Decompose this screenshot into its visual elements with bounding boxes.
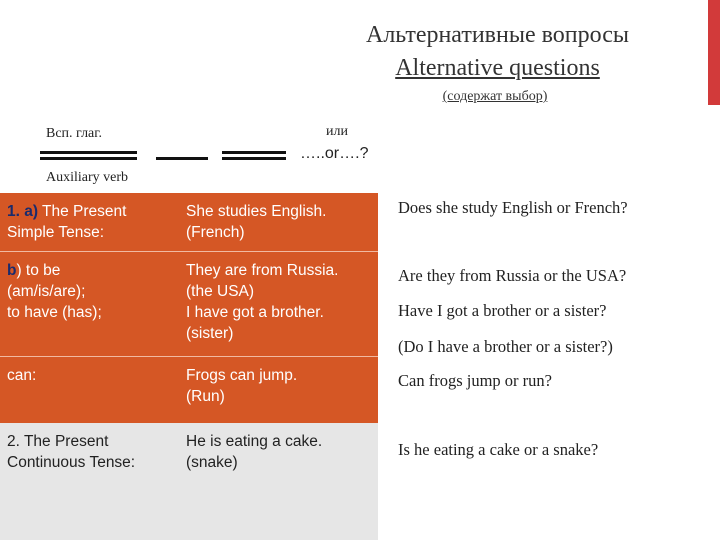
table-cell-tense — [7, 201, 175, 243]
subtitle: (содержат выбор) — [442, 89, 548, 104]
aux-verb-label-ru: Всп. глаг. — [46, 126, 102, 141]
table-cell-example: Frogs can jump. (Run) — [186, 367, 298, 405]
table-row — [0, 357, 378, 423]
table-cell-example: They are from Russia. (the USA) I have got a brother. (sister) — [186, 262, 339, 342]
table-cell-tense: can: — [7, 367, 37, 384]
accent-bar — [708, 0, 720, 105]
aux-verb-label-en: Auxiliary verb — [46, 170, 129, 185]
row-letter: b — [7, 262, 17, 279]
table-cell-example: He is eating a cake. (snake) — [186, 433, 323, 471]
table-row — [0, 423, 378, 540]
answer-question: Is he eating a cake or a snake? — [398, 440, 599, 459]
answer-question: Can frogs jump or run? — [398, 371, 552, 390]
or-label-ru: или — [326, 124, 348, 139]
table-cell-tense: 2. The Present Continuous Tense: — [7, 433, 136, 471]
title-english: Alternative questions — [395, 55, 600, 81]
answer-question: Have I got a brother or a sister? — [398, 301, 607, 320]
or-pattern-label: …..or….? — [300, 145, 369, 162]
table-cell-tense — [7, 260, 175, 323]
verb-double-line-top — [222, 151, 286, 154]
tense-label: ) to be (am/is/are); to have (has); — [7, 262, 102, 321]
aux-verb-double-line-bottom — [40, 157, 137, 160]
verb-double-line-bottom — [222, 157, 286, 160]
answer-question: Does she study English or French? — [398, 198, 628, 217]
answer-question: Are they from Russia or the USA? — [398, 266, 627, 285]
answer-question: (Do I have a brother or a sister?) — [398, 337, 613, 356]
subject-single-line — [156, 157, 208, 160]
aux-verb-double-line-top — [40, 151, 137, 154]
grammar-table — [0, 193, 378, 540]
tense-label: The Present Simple Tense: — [7, 203, 127, 241]
table-cell-example: She studies English. (French) — [186, 203, 327, 241]
row-number: 1. a) — [7, 203, 39, 220]
table-row — [0, 252, 378, 356]
table-row — [0, 193, 378, 251]
title-russian: Альтернативные вопросы — [365, 22, 630, 48]
